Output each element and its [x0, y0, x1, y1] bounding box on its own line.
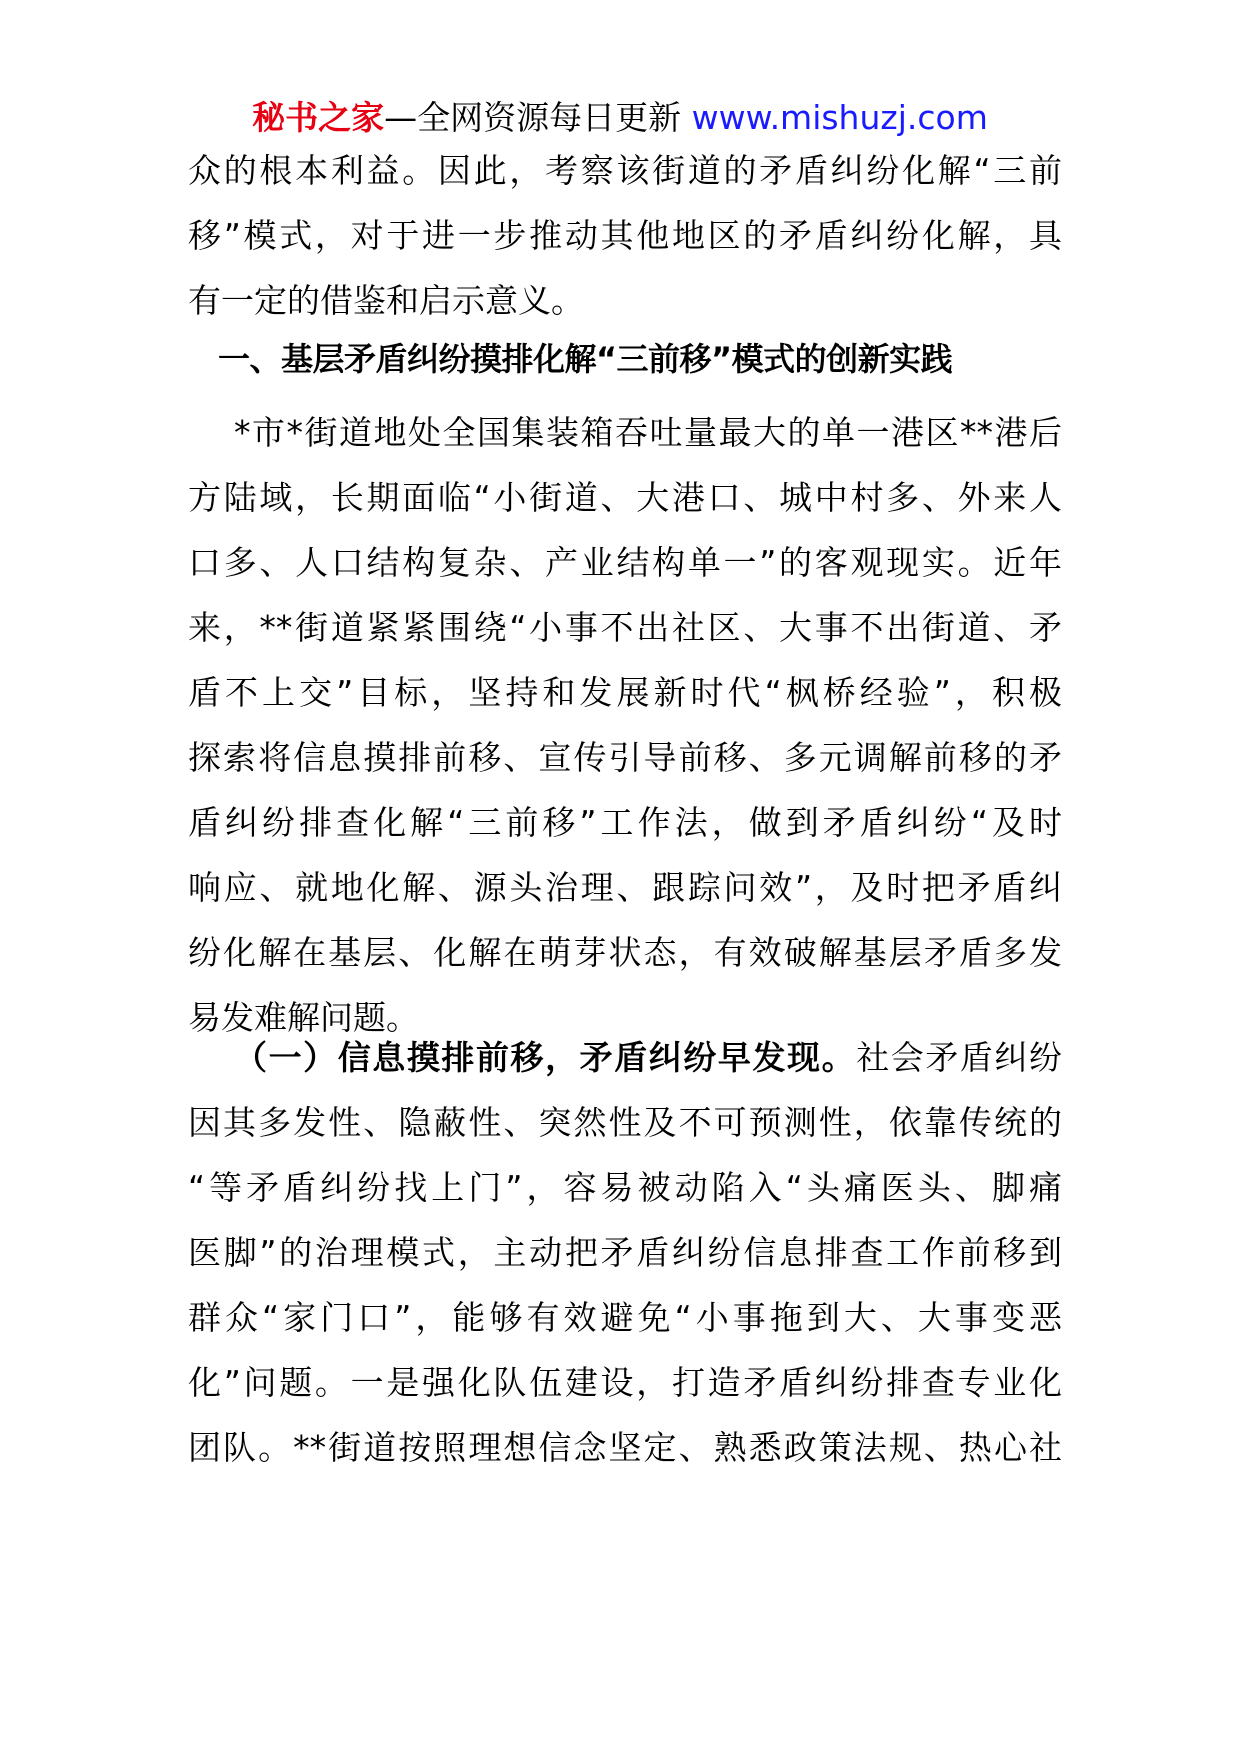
- paragraph-line: 探索将信息摸排前移、宣传引导前移、多元调解前移的矛: [188, 738, 1062, 777]
- paragraph-line: 化”问题。一是强化队伍建设，打造矛盾纠纷排查专业化: [188, 1363, 1062, 1402]
- intro-line: 众的根本利益。因此，考察该街道的矛盾纠纷化解“三前: [188, 151, 1062, 190]
- paragraph-line: 纷化解在基层、化解在萌芽状态，有效破解基层矛盾多发: [188, 933, 1062, 972]
- paragraph-line: 口多、人口结构复杂、产业结构单一”的客观现实。近年: [188, 543, 1062, 582]
- subsection-heading: （一）信息摸排前移，矛盾纠纷早发现。: [234, 1038, 857, 1077]
- paragraph-line: 医脚”的治理模式，主动把矛盾纠纷信息排查工作前移到: [188, 1233, 1062, 1272]
- paragraph-line: 盾纠纷排查化解“三前移”工作法，做到矛盾纠纷“及时: [188, 803, 1062, 842]
- paragraph-line: 来，**街道紧紧围绕“小事不出社区、大事不出街道、矛: [188, 608, 1062, 647]
- site-tagline: —全网资源每日更新: [384, 98, 692, 137]
- paragraph-line: 群众“家门口”，能够有效避免“小事拖到大、大事变恶: [188, 1298, 1062, 1337]
- section-heading: 一、基层矛盾纠纷摸排化解“三前移”模式的创新实践: [218, 340, 953, 378]
- paragraph-1: [188, 400, 1062, 1050]
- intro-line: 移”模式，对于进一步推动其他地区的矛盾纠纷化解，具: [188, 216, 1062, 255]
- section-heading-block: [218, 327, 1068, 392]
- paragraph-line: 团队。**街道按照理想信念坚定、熟悉政策法规、热心社: [188, 1428, 1062, 1467]
- site-brand: 秘书之家: [252, 98, 385, 137]
- paragraph-line: 易发难解问题。: [188, 998, 419, 1037]
- paragraph-text: 社会矛盾纠纷: [856, 1038, 1063, 1077]
- site-header: [0, 96, 1240, 140]
- paragraph-first-line: [188, 1025, 1062, 1090]
- site-url-link[interactable]: www.mishuzj.com: [691, 98, 988, 137]
- paragraph-line: 盾不上交”目标，坚持和发展新时代“枫桥经验”，积极: [188, 673, 1062, 712]
- paragraph-line: 方陆域，长期面临“小街道、大港口、城中村多、外来人: [188, 478, 1062, 517]
- paragraph-line: “等矛盾纠纷找上门”，容易被动陷入“头痛医头、脚痛: [188, 1168, 1062, 1207]
- paragraph-line: *市*街道地处全国集装箱吞吐量最大的单一港区**港后: [234, 413, 1062, 452]
- paragraph-line: 响应、就地化解、源头治理、跟踪问效”，及时把矛盾纠: [188, 868, 1062, 907]
- intro-line: 有一定的借鉴和启示意义。: [188, 281, 584, 320]
- paragraph-2: [188, 1025, 1062, 1480]
- document-body: [188, 138, 1062, 333]
- paragraph-line: 因其多发性、隐蔽性、突然性及不可预测性，依靠传统的: [188, 1103, 1062, 1142]
